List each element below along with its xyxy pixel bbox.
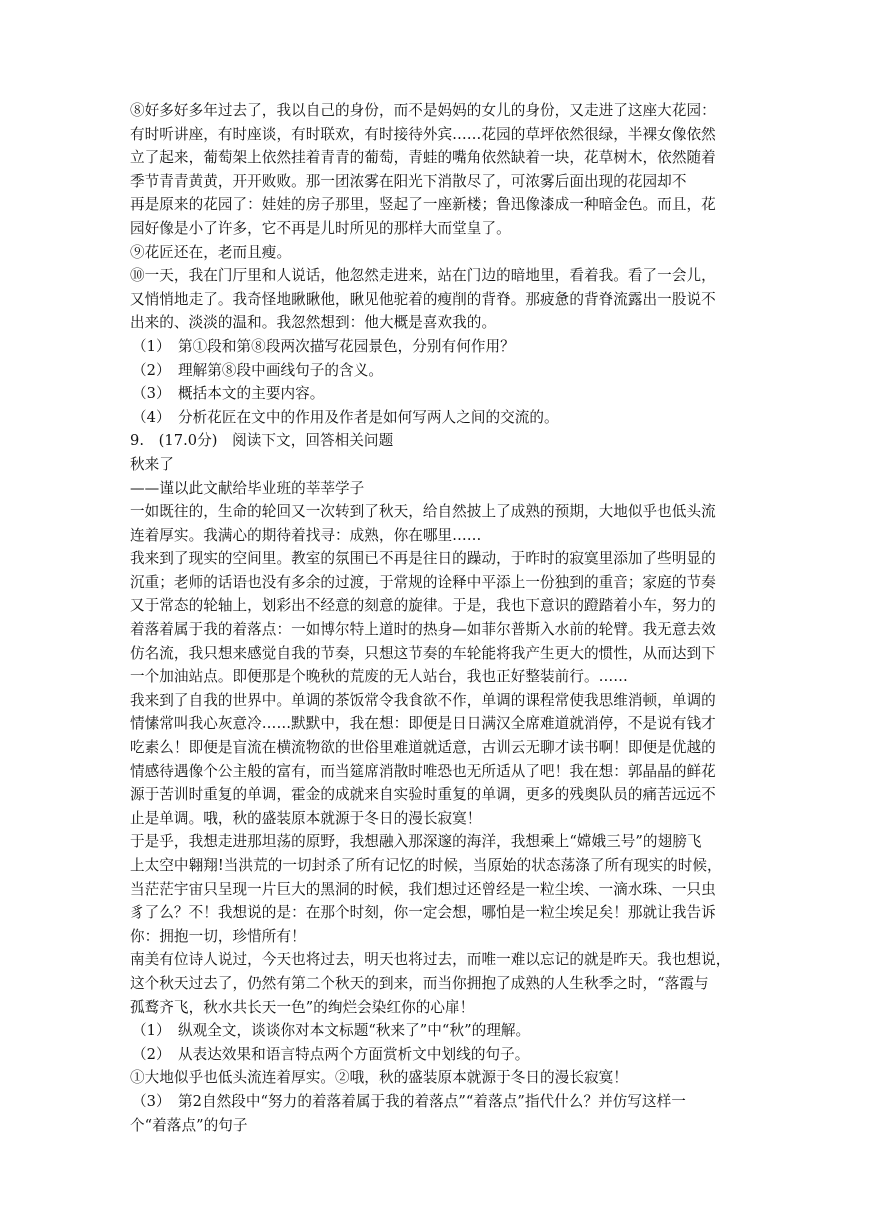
text-line: 吃素么！即便是盲流在横流物欲的世俗里难道就适意，古训云无聊才读书啊！即便是优越的 <box>130 739 716 757</box>
document-page <box>130 99 746 1137</box>
question-item: （3） 第2自然段中“努力的着落着属于我的着落点”“着落点”指代什么？并仿写这样一 <box>132 1092 686 1110</box>
text-line: 于是乎，我想走进那坦荡的原野，我想融入那深邃的海洋，我想乘上“嫦娥三号”的翅膀飞 <box>130 833 702 851</box>
text-line: 连着厚实。我满心的期待着找寻：成熟，你在哪里…… <box>130 526 482 544</box>
text-line: 仿名流，我只想来感觉自我的节奏，只想这节奏的车轮能将我产生更大的惯性，从而达到下 <box>130 644 716 662</box>
question-item: （2） 理解第⑧段中画线句子的含义。 <box>132 361 383 379</box>
question-item: （4） 分析花匠在文中的作用及作者是如何写两人之间的交流的。 <box>132 408 559 426</box>
text-line: 出来的、淡淡的温和。我忽然想到：他大概是喜欢我的。 <box>130 314 497 332</box>
text-line: 一个加油站点。即便那是个晚秋的荒废的无人站台，我也正好整装前行。…… <box>130 668 628 686</box>
text-line: 豸了么？不！我想说的是：在那个时刻，你一定会想，哪怕是一粒尘埃足矣！那就让我告诉 <box>130 904 716 922</box>
article-dedication: ——谨以此文献给毕业班的莘莘学子 <box>130 479 365 497</box>
text-line: 南美有位诗人说过，今天也将过去，明天也将过去，而唯一难以忘记的就是昨天。我也想说， <box>130 951 731 969</box>
text-line: 止是单调。哦，秋的盛装原本就源于冬日的漫长寂寞！ <box>130 809 482 827</box>
question-heading: 9. (17.0分) 阅读下文，回答相关问题 <box>130 432 394 450</box>
text-line: 我来到了现实的空间里。教室的氛围已不再是往日的躁动，于昨时的寂寞里添加了些明显的 <box>130 550 716 568</box>
text-line: 当茫茫宇宙只呈现一片巨大的黑洞的时候，我们想过还曾经是一粒尘埃、一滴水珠、一只虫 <box>130 880 716 898</box>
text-line: 情愫常叫我心灰意冷……默默中，我在想：即便是日日满汉全席难道就消停，不是说有钱才 <box>130 715 716 733</box>
text-line: 园好像是小了许多，它不再是儿时所见的那样大而堂皇了。 <box>130 219 511 237</box>
text-line: ①大地似乎也低头流连着厚实。②哦，秋的盛装原本就源于冬日的漫长寂寞！ <box>130 1069 628 1087</box>
article-title: 秋来了 <box>130 455 174 473</box>
question-item: （1） 纵观全文，谈谈你对本文标题“秋来了”中“秋”的理解。 <box>132 1022 531 1040</box>
text-line: 沉重；老师的话语也没有多余的过渡，于常规的诠释中平添上一份独到的重音；家庭的节奏 <box>130 573 716 591</box>
text-line: 情感待遇像个公主般的富有，而当筵席消散时唯恐也无所适从了吧！我在想：郭晶晶的鲜花 <box>130 762 716 780</box>
question-item: （3） 概括本文的主要内容。 <box>132 385 325 403</box>
text-line: 我来到了自我的世界中。单调的茶饭常令我食欲不作，单调的课程常使我思维消顿，单调的 <box>130 691 716 709</box>
text-line: 一如既往的，生命的轮回又一次转到了秋天，给自然披上了成熟的预期，大地似乎也低头流 <box>130 503 716 521</box>
question-item: （1） 第①段和第⑧段两次描写花园景色，分别有何作用？ <box>132 337 515 355</box>
text-line: 你：拥抱一切，珍惜所有！ <box>130 927 306 945</box>
text-line: 源于苦训时重复的单调，霍金的成就来自实验时重复的单调，更多的残奥队员的痛苦远远不 <box>130 786 716 804</box>
text-line: ⑨花匠还在，老而且瘦。 <box>130 243 292 261</box>
text-line: 这个秋天过去了，仍然有第二个秋天的到来，而当你拥抱了成熟的人生秋季之时，“落霞与 <box>130 974 709 992</box>
text-line: 立了起来，葡萄架上依然挂着青青的葡萄，青蛙的嘴角依然缺着一块，花草树木，依然随着 <box>130 149 716 167</box>
question-item: （2） 从表达效果和语言特点两个方面赏析文中划线的句子。 <box>132 1045 530 1063</box>
text-line: 孤鹜齐飞，秋水共长天一色”的绚烂会染红你的心扉！ <box>130 998 475 1016</box>
text-line: ⑧好多好多年过去了，我以自己的身份，而不是妈妈的女儿的身份，又走进了这座大花园： <box>130 102 716 119</box>
text-line: ⑩一天，我在门厅里和人说话，他忽然走进来，站在门边的暗地里，看着我。看了一会儿， <box>130 267 716 285</box>
text-line: 季节青青黄黄，开开败败。那一团浓雾在阳光下消散尽了，可浓雾后面出现的花园却不 <box>130 172 687 190</box>
text-line: 着落着属于我的着落点：一如博尔特上道时的热身—如菲尔普斯入水前的轮臂。我无意去效 <box>130 621 716 639</box>
text-line: 又于常态的轮轴上，划彩出不经意的刻意的旋律。于是，我也下意识的蹬踏着小车，努力的 <box>130 597 716 615</box>
text-line: 有时听讲座，有时座谈，有时联欢，有时接待外宾……花园的草坪依然很绿，半裸女像依然 <box>130 125 716 143</box>
text-line: 又悄悄地走了。我奇怪地瞅瞅他，瞅见他驼着的瘦削的背脊。那疲惫的背脊流露出一股说不 <box>130 290 716 308</box>
text-line: 个“着落点”的句子 <box>130 1116 248 1134</box>
text-line: 上太空中翱翔!当洪荒的一切封杀了所有记忆的时候，当原始的状态荡涤了所有现实的时候， <box>130 857 722 874</box>
text-line: 再是原来的花园了：娃娃的房子那里，竖起了一座新楼；鲁迅像漆成一种暗金色。而且，花 <box>130 196 716 214</box>
